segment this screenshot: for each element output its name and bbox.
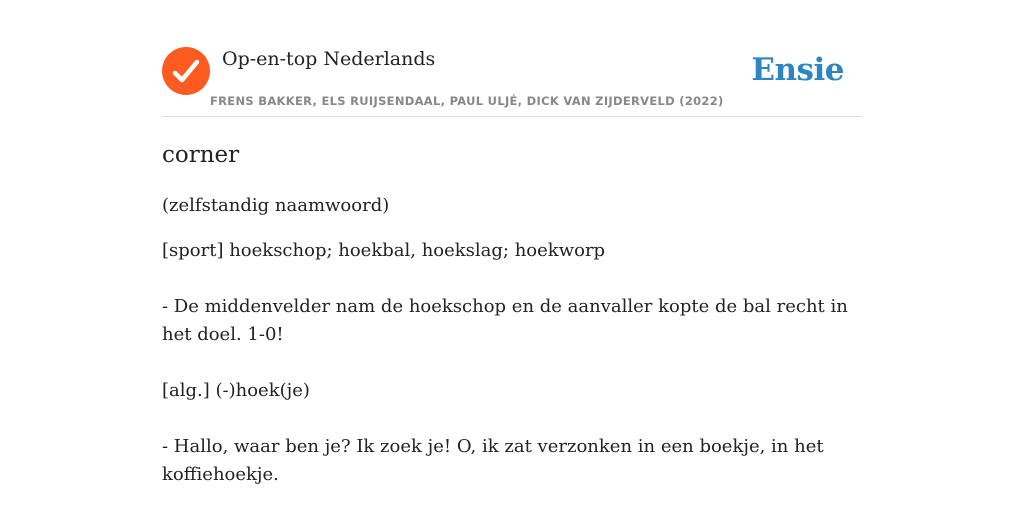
dictionary-entry — [162, 140, 862, 489]
header — [162, 40, 862, 117]
definition-sport: [sport] hoekschop; hoekbal, hoekslag; hoekworp — [162, 240, 606, 261]
example-general: - Hallo, waar ben je? Ik zoek je! O, ik zat verzonken in een boekje, in het koffiehoekje. — [162, 436, 824, 485]
book-authors: FRENS BAKKER, ELS RUIJSENDAAL, PAUL ULJÉ, DICK VAN ZIJDERVELD (2022) — [210, 94, 724, 108]
book-title[interactable]: Op-en-top Nederlands — [222, 48, 436, 70]
checkmark-circle-icon — [162, 47, 210, 95]
example-sport: - De middenvelder nam de hoekschop en de aanvaller kopte de bal recht in het doel. 1-0! — [162, 296, 848, 345]
definition-general: [alg.] (-)hoek(je) — [162, 380, 310, 401]
entry-word: corner — [162, 142, 240, 168]
part-of-speech: (zelfstandig naamwoord) — [162, 195, 390, 216]
brand-logo[interactable]: Ensie — [751, 52, 844, 88]
